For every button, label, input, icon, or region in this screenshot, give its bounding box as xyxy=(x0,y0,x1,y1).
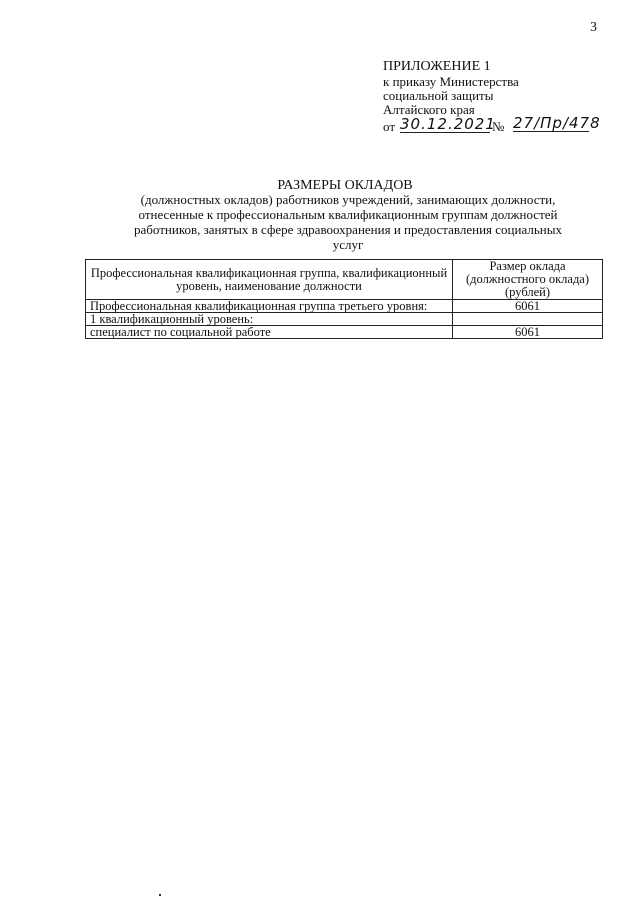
number-prefix: № xyxy=(492,119,505,134)
row-salary-value: 6061 xyxy=(453,326,603,339)
row-position-name: специалист по социальной работе xyxy=(86,326,453,339)
column-header-position: Профессиональная квалификационная группа, квалификационный уровень, наименование должности xyxy=(86,260,453,300)
appendix-heading: ПРИЛОЖЕНИЕ 1 xyxy=(383,59,491,74)
page-mark xyxy=(159,894,161,896)
table-row xyxy=(86,326,603,339)
appendix-line: Алтайского края xyxy=(383,102,475,117)
row-salary-value: 6061 xyxy=(453,300,603,313)
appendix-line: к приказу Министерства xyxy=(383,74,519,89)
row-salary-value xyxy=(453,313,603,326)
table-row xyxy=(86,300,603,313)
column-header-salary: Размер оклада (должностного оклада) (рублей) xyxy=(453,260,603,300)
order-date-number-line xyxy=(383,114,601,136)
appendix-line: социальной защиты xyxy=(383,88,494,103)
table-row xyxy=(86,313,603,326)
document-title: РАЗМЕРЫ ОКЛАДОВ xyxy=(277,178,413,193)
salary-table xyxy=(85,259,603,339)
handwritten-number: 27/Пр/478 xyxy=(513,114,601,132)
date-prefix: от xyxy=(383,119,396,134)
row-position-name: 1 квалификационный уровень: xyxy=(86,313,453,326)
appendix-block xyxy=(383,59,601,136)
row-position-name: Профессиональная квалификационная группа третьего уровня: xyxy=(86,300,453,313)
document-subtitle: (должностных окладов) работников учреждений, занимающих должности, отнесенные к профессиональным квалификационным группам должностей работников, занятых в сфере здравоохранения и предоставления социальных услуг xyxy=(134,192,562,252)
handwritten-date: 30.12.2021 xyxy=(400,115,496,133)
table-header-row xyxy=(86,260,603,300)
page-number: 3 xyxy=(590,20,597,35)
